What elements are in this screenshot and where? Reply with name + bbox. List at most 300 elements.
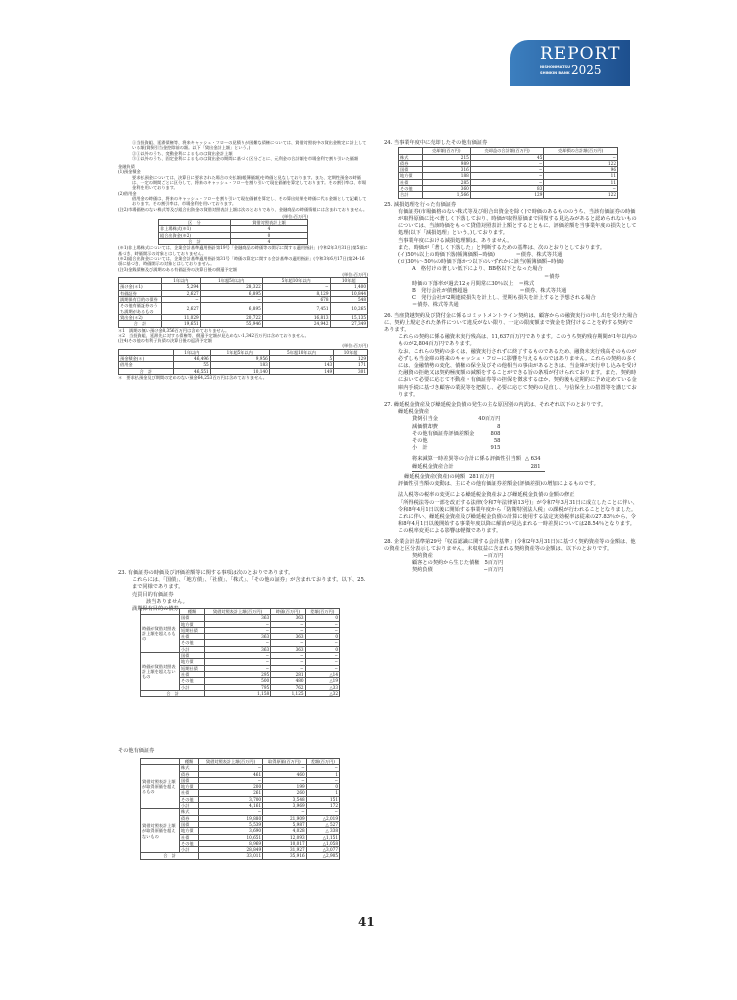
dta2-cell: 繰延税金資産合計 xyxy=(412,463,454,470)
t2-note-1: ＊1 満期の無い預け金8,356百万円は含めておりません。 xyxy=(118,327,230,333)
t2-h1: 1年以内 xyxy=(162,278,201,284)
t6-cell: 45 xyxy=(470,154,544,160)
t2-h3: 5年超10年以内 xyxy=(262,278,330,284)
t4b-cell: − xyxy=(271,665,305,671)
dta2-cell: 将来減算一時差異等の合計に係る評価性引当額 xyxy=(412,456,521,463)
afs-table-wrap xyxy=(140,758,340,860)
dta-row xyxy=(412,424,504,431)
t5-h2: 貸借対照表計上額(百万円) xyxy=(199,759,263,765)
t4b-cell: 480 xyxy=(271,678,305,684)
sec25-l6: B 発行会社が債務超過 ＝債券、株式等共通 xyxy=(412,288,567,295)
t5a-cell: − xyxy=(199,777,263,783)
sec26-p3: なお、これらの契約の多くは、融資実行されずに終了するものであるため、融資未実行残高そのものが必ずしも当金庫の将来のキャッシュ・フローに影響を与えるものではありません。これらの契約の多くには、金融情勢の変化、債権の保全及びその他相当の事由があるときは、当金庫が実行申し込みを受けた融資の拒絶又は契約極度額の減額をすることができる旨の条項が付けられております。また、契約時において必要に応じて不動産・有価証券等の担保を徴求するほか、契約後も定期的に予め定めている金庫内手続に基づき顧客の業況等を把握し、必要に応じて契約の見直し、与信保全上の措置等を講じております。 xyxy=(398,348,637,398)
t4a-cell: − xyxy=(204,640,270,646)
t5b-cell: その他 xyxy=(180,840,199,846)
t3-r2c4: 301 xyxy=(334,368,368,374)
t4a-cell: − xyxy=(305,627,339,633)
t2-r5c3: 24,942 xyxy=(262,321,330,327)
t3-r1c2: 183 xyxy=(210,362,269,368)
sec26-p1: 26. 当座貸越契約及び貸付金に係るコミットメントライン契約は、顧客からの融資実行の申し出を受けた場合に、契約上規定された条件について違反がない限り、一定の限度額まで資金を貸付けることを約する契約であります。 xyxy=(384,312,638,334)
t4b-cell: − xyxy=(204,653,270,659)
t2-r1c4: 10,844 xyxy=(330,290,367,296)
t4b-cell: − xyxy=(204,665,270,671)
t4a-cell: − xyxy=(271,640,305,646)
t2-r5c2: 55,946 xyxy=(200,321,262,327)
sec25-l3: A 格付けの著しい低下により、BB格以下となった場合 xyxy=(412,266,543,273)
sec25-title: 25. 減損処理を行った有価証券 xyxy=(384,201,457,208)
fin-liab-3: (2)借用金 xyxy=(118,190,137,196)
dta-table xyxy=(412,416,504,452)
t4-h2: 貸借対照表計上額(百万円) xyxy=(204,609,270,615)
t6-row xyxy=(399,192,618,198)
sec27-title: 27. 繰延税金資産及び繰延税金負債の発生の主な原因別の内訳は、それぞれ以下のとおりです。 xyxy=(384,402,607,409)
t4b-cell: − xyxy=(305,653,339,659)
t5b-cell: 31,927 xyxy=(263,847,307,853)
t5a-cell: 0 xyxy=(306,784,339,790)
dta-cell: 減価償却費 xyxy=(412,423,438,430)
t4b-group-label: 時価が貸借対照表計上額を超えないもの xyxy=(141,653,180,691)
t2-r2c1: − xyxy=(162,297,201,303)
s28-cell: −百万円 xyxy=(483,552,504,559)
t4b-cell: 295 xyxy=(204,671,270,677)
t5b-cell: 3,690 xyxy=(199,828,263,834)
t2-r2c4: 548 xyxy=(330,297,367,303)
t4a-cell: − xyxy=(204,621,270,627)
t4b-cell: − xyxy=(271,659,305,665)
t5-total-label: 合 計 xyxy=(141,853,199,859)
t6-cell: 地方債 xyxy=(399,173,423,179)
t4b-cell: 社債 xyxy=(180,671,205,677)
sec25-l5: 時価の下落率が過去12ヵ月間常に30％以上 ＝株式 xyxy=(412,280,535,287)
t5b-cell: − xyxy=(306,809,339,815)
t1-note-3: (注3)金銭債権及び満期のある有価証券の決算日後の償還予定額 xyxy=(118,266,237,272)
t6-cell: 国債 xyxy=(399,167,423,173)
t3-r1c1: 55 xyxy=(173,362,210,368)
t2-note-2: ＊2 当投資組、延滞先に対する債権等、償還予定額が見込めない1,342百万円は含めておりません。 xyxy=(118,332,309,338)
t5a-cell: 小計 xyxy=(180,803,199,809)
t2-r4c4: 15,135 xyxy=(330,314,367,320)
t3-r0c1: 46,496 xyxy=(173,355,210,361)
trading-title: 売買目的有価証券 xyxy=(132,591,174,598)
t2-r0c4: 1,400 xyxy=(330,284,367,290)
t5a-cell: 200 xyxy=(199,784,263,790)
t6-h2: 売却益の合計額(百万円) xyxy=(470,148,544,154)
t4a-cell: 363 xyxy=(271,615,305,621)
dta-cell: 58 xyxy=(493,438,501,445)
t6-cell: 285 xyxy=(422,179,470,185)
dta-note: 評価性引当額の変動は、主にその他有価証券差額金(評価差損)の増加によるものです。 xyxy=(398,481,599,488)
afs-table xyxy=(140,758,340,860)
t5b-cell: 8,969 xyxy=(199,840,263,846)
s28-cell: 顧客との契約から生じた債権 xyxy=(412,560,480,567)
dta3-cell: 281百万円 xyxy=(469,473,495,480)
t2-r4c0: 貸出金(＊2) xyxy=(119,314,162,320)
t4b-cell: − xyxy=(204,659,270,665)
t5a-cell: 債券 xyxy=(180,771,199,777)
t5a-cell: − xyxy=(199,765,263,771)
t3-note: ＊ 要求払預金及び期間の定めのない預金64,253百万円は含めておりません。 xyxy=(118,374,267,380)
fin-liab-4: 借用金の時価は、将来のキャッシュ・フローを割り引いて現在価値を算定し、その算出結果を時価に代る金額として記載しております。その割引率は、市場金利を用いております。 xyxy=(132,195,367,207)
t6-cell: 360 xyxy=(422,185,470,191)
t2-r3c2: 6,895 xyxy=(200,303,262,315)
t2-r4c3: 16,813 xyxy=(262,314,330,320)
t5a-cell: 1 xyxy=(306,790,339,796)
t3-r2c1: 46,551 xyxy=(173,368,210,374)
t6-cell: 989 xyxy=(422,160,470,166)
dta-cell: 8 xyxy=(497,423,501,430)
t4b-cell: その他 xyxy=(180,678,205,684)
sec28-table xyxy=(412,553,507,575)
t2-r3c3: 7,451 xyxy=(262,303,330,315)
t5-total-c3: △2,905 xyxy=(306,853,339,859)
sec23-title: 23. 有価証券の時価及び評価差額等に関する事項は次のとおりであります。 xyxy=(118,570,294,576)
t5a-cell: 3,548 xyxy=(263,796,307,802)
t4a-cell: − xyxy=(305,640,339,646)
t3-h3: 5年超10年以内 xyxy=(269,349,333,355)
s28-row xyxy=(412,567,507,574)
t5b-cell: △ 527 xyxy=(306,821,339,827)
t6-cell: 1,566 xyxy=(422,192,470,198)
t4a-cell: 363 xyxy=(271,634,305,640)
t5b-cell: 社債 xyxy=(180,834,199,840)
t4a-cell: 363 xyxy=(271,646,305,652)
t2-r5c4: 27,349 xyxy=(330,321,367,327)
logo-bank-line2: SHINKIN BANK xyxy=(540,71,570,75)
t5-h1: 種類 xyxy=(180,759,199,765)
t3-r1c3: 143 xyxy=(269,362,333,368)
t4b-cell: △33 xyxy=(305,684,339,690)
dta-cell: 貸倒引当金 xyxy=(412,416,438,423)
t4a-cell: 0 xyxy=(305,634,339,640)
t4-total-c2: 1,125 xyxy=(271,690,305,696)
t6-cell: 215 xyxy=(422,154,470,160)
t3-r1c0: 借用金 xyxy=(119,362,174,368)
t5a-cell: − xyxy=(306,777,339,783)
t5b-cell: 5,987 xyxy=(263,821,307,827)
fin-liab-1: (1)預金積金 xyxy=(118,169,141,175)
t5b-cell: 4,028 xyxy=(263,828,307,834)
t2-r0c1: 5,294 xyxy=(162,284,201,290)
t5b-cell: △2,019 xyxy=(306,815,339,821)
t6-cell: − xyxy=(470,160,544,166)
s28-cell: 5百万円 xyxy=(484,560,504,567)
htm-table-wrap xyxy=(140,608,340,697)
t4b-cell: 小計 xyxy=(180,684,205,690)
t2-r5c0: 合 計 xyxy=(119,321,162,327)
note-3: ③①以外のうち、固定金利によるものは貸出金の期間に基づく区分ごとに、元利金の合計額を市場金利で割り引いた価額 xyxy=(132,155,359,161)
t5a-cell: 261 xyxy=(199,790,263,796)
t2-h2: 1年超5年以内 xyxy=(200,278,262,284)
dta3-cell: 繰延税金資産(資産)の純額 xyxy=(404,473,466,480)
t6-h3: 売却損の合計額(百万円) xyxy=(544,148,618,154)
t4a-cell: 0 xyxy=(305,615,339,621)
t5-h3: 取得原価(百万円) xyxy=(263,759,307,765)
t5b-cell: 小計 xyxy=(180,847,199,853)
redemption-table xyxy=(118,277,368,327)
t4-total-c1: 1,158 xyxy=(204,690,270,696)
t6-cell: 129 xyxy=(470,192,544,198)
sec24-title: 24. 当事業年度中に売却したその他有価証券 xyxy=(384,140,488,146)
t4b-cell: − xyxy=(271,653,305,659)
t6-cell: 株式 xyxy=(399,154,423,160)
sold-table xyxy=(398,147,618,198)
sec25-p3: また、時価が「著しく下落した」と判断するための基準は、次のとおりとしております。 xyxy=(398,244,606,251)
t5a-cell: 461 xyxy=(199,771,263,777)
t4b-cell: 281 xyxy=(271,671,305,677)
t2-r5c1: 19,651 xyxy=(162,321,201,327)
sec28-title: 28. 企業会計基準第29号「収益認識に関する会計基準」(令和2年3月31日)に基づく契約資産等の金額は、他の資産と区分表示しておりません。未収収益に含まれる契約資産等の金額は、以下のとおりです。 xyxy=(384,538,636,552)
logo-bank-line1: NISHONMATSU xyxy=(540,65,571,69)
t2-r3c0: その他有価証券のうち満期があるもの xyxy=(119,303,162,315)
t1-h0: 区 分 xyxy=(159,220,231,226)
t4a-cell: 363 xyxy=(204,615,270,621)
t2-r1c1: 2,627 xyxy=(162,290,201,296)
note-1: ①当投資組、延滞債権等、将来キャッシュ・フローの見積りが困難な債権については、貸借対照表中の貸出金勘定に計上している額(貸倒引当金控除前の額。以下「貸出金計上額」という。) xyxy=(132,140,367,151)
t2-note-3: (注4)その他の有利子負債の決算日後の返済予定額 xyxy=(118,338,212,344)
dta-row xyxy=(412,431,504,438)
t1-r0c1: 4 xyxy=(230,226,307,232)
left-column xyxy=(118,140,368,380)
t3-r0c3: 5 xyxy=(269,355,333,361)
sec23-body: これらには、「国債」、「地方債」、「社債」、「株式」、「その他の証券」が含まれております。以下、25.まで同様であります。 xyxy=(132,577,366,591)
dta2-row xyxy=(412,464,545,472)
fin-liab-title: 金融負債 xyxy=(118,164,135,170)
dta2-row xyxy=(412,456,545,463)
t4a-cell: 地方債 xyxy=(180,621,205,627)
t2-r2c2: − xyxy=(200,297,262,303)
t5b-cell: △ 338 xyxy=(306,828,339,834)
t5b-cell: 地方債 xyxy=(180,828,199,834)
logo-word: REPORT xyxy=(540,44,621,64)
note-2: ②①以外のうち、変動金利によるものは貸出金計上額 xyxy=(132,150,233,156)
t3-h1: 1年以内 xyxy=(173,349,210,355)
t5b-cell: 21,909 xyxy=(263,815,307,821)
t6-cell: その他 xyxy=(399,185,423,191)
t4a-cell: 国債 xyxy=(180,615,205,621)
t6-h1: 売却額(百万円) xyxy=(422,148,470,154)
t4-total-c3: △32 xyxy=(305,690,339,696)
t6-cell: − xyxy=(470,173,544,179)
t6-cell: − xyxy=(470,179,544,185)
t4a-cell: 363 xyxy=(204,646,270,652)
t3-h4: 10年超 xyxy=(334,349,368,355)
t5a-cell: その他 xyxy=(180,796,199,802)
logo-year: 2025 xyxy=(571,63,602,77)
t6-cell: 合計 xyxy=(399,192,423,198)
t5a-cell: 3,969 xyxy=(263,803,307,809)
t5b-cell: △1,058 xyxy=(306,840,339,846)
t5a-cell: 地方債 xyxy=(180,784,199,790)
right-column xyxy=(384,140,669,575)
t2-r2c3: 678 xyxy=(262,297,330,303)
t5-h4: 差額(百万円) xyxy=(306,759,339,765)
t5a-cell: 社債 xyxy=(180,790,199,796)
unlisted-table xyxy=(158,219,308,245)
trading-body: 該当ありません。 xyxy=(146,598,188,605)
t5b-cell: 株式 xyxy=(180,809,199,815)
dta-title: 繰延税金資産 xyxy=(398,409,430,416)
s28-cell: 契約資産 xyxy=(412,552,433,559)
t2-r3c4: 10,265 xyxy=(330,303,367,315)
t5-total-c1: 33,011 xyxy=(199,853,263,859)
sec25-l7: C 発行会社が2期連続損失を計上し、翌期も損失を計上すると予想される場合 ＝債券、株式等共通 xyxy=(412,295,669,309)
t4a-cell: − xyxy=(204,627,270,633)
t4-h1: 種類 xyxy=(180,609,205,615)
t6-cell: − xyxy=(470,167,544,173)
t5a-cell: 199 xyxy=(263,784,307,790)
t1-unit: (単位:百万円) xyxy=(282,213,308,219)
t5a-cell: − xyxy=(263,777,307,783)
tax-para-1: 法人税等の税率の変更による繰延税金資産および繰延税金負債の金額の修正 xyxy=(398,492,575,499)
t4b-cell: △14 xyxy=(305,671,339,677)
t4-total-label: 合 計 xyxy=(141,690,205,696)
t6-cell: 債券 xyxy=(399,160,423,166)
t6-cell: 122 xyxy=(544,160,618,166)
t5a-cell: 151 xyxy=(306,796,339,802)
sec26-p2: これらの契約に係る融資未実行残高は、11,637百万円であります。このうち契約残存期間が1年以内のものが2,804百万円であります。 xyxy=(398,334,637,348)
t3-unit: (単位:百万円) xyxy=(342,343,368,349)
t6-cell: 188 xyxy=(422,173,470,179)
dta-table-3 xyxy=(404,474,499,481)
t5b-cell: 10,017 xyxy=(263,840,307,846)
t3-r2c2: 10,140 xyxy=(210,368,269,374)
t4-h4: 差額(百万円) xyxy=(305,609,339,615)
dta-cell: 808 xyxy=(490,430,501,437)
t4b-cell: 国債 xyxy=(180,653,205,659)
t1-h1: 貸借対照表計上額 xyxy=(230,220,307,226)
t4b-cell: 短期社債 xyxy=(180,665,205,671)
t6-cell: 83 xyxy=(470,185,544,191)
dta-table-2 xyxy=(412,456,545,471)
t1-r2c0: 合 計 xyxy=(159,239,231,245)
dta-cell: 915 xyxy=(490,445,501,452)
t6-cell: 11 xyxy=(544,173,618,179)
t2-r1c2: 6,895 xyxy=(200,290,262,296)
t4b-cell: 500 xyxy=(204,678,270,684)
t5a-cell: 国債 xyxy=(180,777,199,783)
t1-r1c0: 組合出資金(※2) xyxy=(159,232,231,238)
t5a-cell: 172 xyxy=(306,803,339,809)
t1-note-1: (※1)非上場株式については、企業会計基準適用指針第19号「金融商品の時価等の開示に関する適用指針」(令和2年3月31日)第5項に基づき、時価開示の対象とはしておりません。 xyxy=(118,245,368,256)
t3-r2c0: 合 計 xyxy=(119,368,174,374)
t5a-cell: 株式 xyxy=(180,765,199,771)
t4a-cell: − xyxy=(271,627,305,633)
t5b-group-label: 貸借対照表計上額が取得原価を超えないもの xyxy=(141,809,180,853)
s28-cell: −百万円 xyxy=(483,567,504,574)
dta-cell: 小 計 xyxy=(412,445,428,452)
dta2-cell: △ 634 xyxy=(524,456,541,463)
t5b-cell: 債券 xyxy=(180,815,199,821)
dta-row xyxy=(412,445,504,452)
t4a-cell: 小計 xyxy=(180,646,205,652)
page-number: 41 xyxy=(358,915,375,929)
t1-note-2: (※2)組合出資金については、企業会計基準適用指針第31号「時価の算定に関する会計基準の適用指針」(令和3年6月17日)第24-16項に基づき、時価開示の対象とはしておりません。 xyxy=(118,255,365,267)
t5a-cell: − xyxy=(306,765,339,771)
dta-cell: 40百万円 xyxy=(478,416,501,423)
t5b-cell: 19,880 xyxy=(199,815,263,821)
t2-h4: 10年超 xyxy=(330,278,367,284)
t5b-cell: 28,849 xyxy=(199,847,263,853)
t3-r1c4: 171 xyxy=(334,362,368,368)
t2-unit: (単位:百万円) xyxy=(342,271,368,277)
t5a-cell: 4,161 xyxy=(199,803,263,809)
t5b-cell: △1,151 xyxy=(306,834,339,840)
t5b-cell: − xyxy=(199,809,263,815)
t4b-cell: − xyxy=(305,659,339,665)
t3-r0c2: 9,956 xyxy=(210,355,269,361)
t2-r4c2: 20,722 xyxy=(200,314,262,320)
t3-r0c4: 129 xyxy=(334,355,368,361)
t5b-cell: 5,539 xyxy=(199,821,263,827)
afs-title: その他有価証券 xyxy=(118,748,155,754)
sec25-l1: (イ)50％以上の時価下落(帳簿価額−時価) ＝債券、株式等共通 xyxy=(398,252,563,258)
t5a-cell: 1 xyxy=(306,771,339,777)
t5b-cell: △3,077 xyxy=(306,847,339,853)
htm-title: 満期保有目的の債券 xyxy=(132,606,179,613)
t2-r0c0: 預け金(＊1) xyxy=(119,284,162,290)
t3-r2c3: 149 xyxy=(269,368,333,374)
t4a-cell: 短期社債 xyxy=(180,627,205,633)
t6-cell: 11 xyxy=(544,179,618,185)
t5a-cell: 460 xyxy=(263,771,307,777)
t4b-cell: △19 xyxy=(305,678,339,684)
t5b-cell: 12,093 xyxy=(263,834,307,840)
t5-total-c2: 35,916 xyxy=(263,853,307,859)
t2-r3c1: 2,627 xyxy=(162,303,201,315)
t2-r1c0: 有価証券 xyxy=(119,290,162,296)
t5b-cell: 国債 xyxy=(180,821,199,827)
t4a-group-label: 時価が貸借対照表計上額を超えるもの xyxy=(141,615,180,653)
t3-r0c0: 預金積金(＊) xyxy=(119,355,174,361)
section-23 xyxy=(118,570,368,613)
s28-cell: 契約負債 xyxy=(412,567,433,574)
sec25-l4: ＝債券 xyxy=(544,273,560,280)
t1-r2c1: 4 xyxy=(230,239,307,245)
t1-r0c0: 非上場株式(※1) xyxy=(159,226,231,232)
t4b-cell: 795 xyxy=(204,684,270,690)
t5a-group-label: 貸借対照表計上額が取得原価を超えるもの xyxy=(141,765,180,809)
t6-cell: − xyxy=(544,185,618,191)
repayment-table xyxy=(118,349,368,375)
dta-cell: その他有価証券評価差額金 xyxy=(412,430,475,437)
sec25-l2: (ロ)30％～50％の時価下落かつ以下のいずれかに該当(帳簿価額−時価) xyxy=(398,259,564,266)
fin-liab-2: 要求払預金については、決算日に要求された場合の支払額(帳簿価額)を時価と見なしております。また、定期性預金の時価は、一定の期間ごとに区分して、将来のキャッシュ・フローを割り引いて現在価値を算定しております。その割引率は、市場金利を用いております。 xyxy=(132,174,367,191)
t4a-cell: 社債 xyxy=(180,634,205,640)
t3-h2: 1年超5年以内 xyxy=(210,349,269,355)
dta-row xyxy=(412,416,504,423)
dta-cell: その他 xyxy=(412,438,428,445)
t2-r1c3: 8,129 xyxy=(262,290,330,296)
tax-para-2: 「所得税法等の一部を改正する法律(令和7年法律第13号)」が令和7年3月31日に成立したことに伴い、令和8年4月1日以後に開始する事業年度から「防衛特別法人税」の課税が行われることとなりました。これに伴い、繰延税金資産及び繰延税金負債の計算に使用する法定実効税率は従来の27.83％から、令和8年4月1日以後開始する事業年度以降に解消が見込まれる一時差異については28.54％となります。この税率変更による影響は軽微であります。 xyxy=(398,499,638,535)
t6-cell: 122 xyxy=(544,192,618,198)
t5a-cell: − xyxy=(263,765,307,771)
t4-h3: 時価(百万円) xyxy=(271,609,305,615)
t4b-cell: 762 xyxy=(271,684,305,690)
t2-r0c3: − xyxy=(262,284,330,290)
t6-cell: − xyxy=(544,154,618,160)
t5a-cell: 260 xyxy=(263,790,307,796)
t2-r0c2: 28,322 xyxy=(200,284,262,290)
t2-r4c1: 11,029 xyxy=(162,314,201,320)
sec25-p2: 当事業年度における減損処理額は、ありません。 xyxy=(398,237,513,244)
t4b-cell: 地方債 xyxy=(180,659,205,665)
t6-cell: 316 xyxy=(422,167,470,173)
fin-liab-5: (注2)市場価格のない株式等及び組合出資金の貸借対照表計上額は次のとおりであり、金融商品の時価情報には含まれておりません。 xyxy=(118,206,368,212)
t5b-cell: − xyxy=(263,809,307,815)
t6-cell: 96 xyxy=(544,167,618,173)
htm-table xyxy=(140,608,340,697)
t4a-cell: 363 xyxy=(204,634,270,640)
